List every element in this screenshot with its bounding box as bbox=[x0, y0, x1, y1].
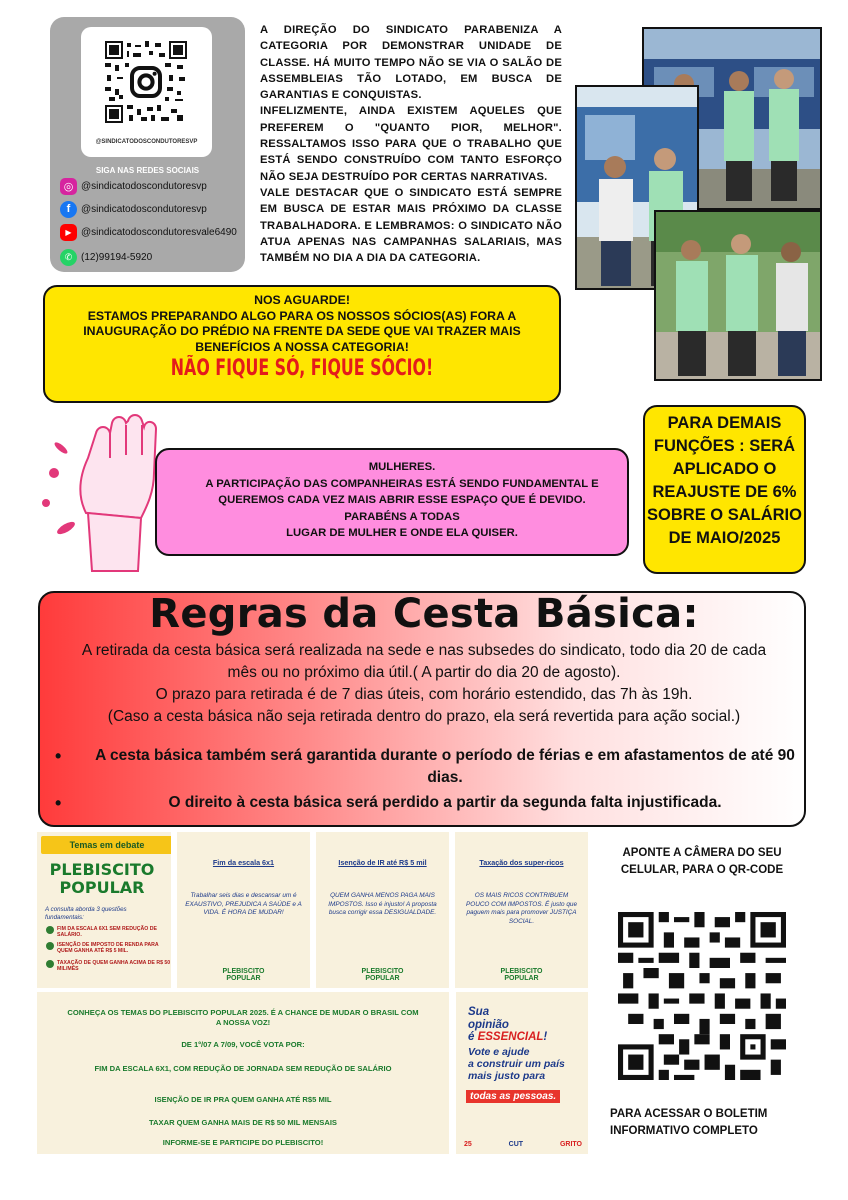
announcement-line-4: BENEFÍCIOS A NOSSA CATEGORIA! bbox=[195, 339, 409, 354]
whatsapp-link[interactable] bbox=[60, 248, 152, 266]
plebiscito-word-1: PLEBISCITO bbox=[49, 860, 155, 879]
mini-logo-line-2: POPULAR bbox=[226, 975, 261, 982]
rules-bullet-2: • O direito à cesta básica será perdido a partir da segunda falta injustificada. bbox=[50, 792, 800, 814]
mini-logo-line-1: PLEBISCITO bbox=[222, 968, 265, 975]
access-bulletin-text: PARA ACESSAR O BOLETIM INFORMATIVO COMPLETO bbox=[610, 1108, 768, 1137]
topic-head-super-rich: Taxação dos super-ricos bbox=[479, 858, 564, 867]
opinion-line-1: Sua bbox=[468, 1006, 490, 1018]
salary-adjustment-box bbox=[643, 405, 806, 574]
plebiscito-text-4: ISENÇÃO DE IR PRA QUEM GANHA ATÉ R$5 MIL bbox=[154, 1095, 332, 1104]
plebiscito-intro: A consulta aborda 3 questões fundamentais: bbox=[45, 906, 127, 921]
adjustment-line-5: SOBRE O SALÁRIO bbox=[647, 506, 802, 524]
adjustment-line-1: PARA DEMAIS bbox=[667, 414, 782, 432]
topic-card-ir bbox=[316, 832, 449, 988]
plebiscito-text-1: CONHEÇA OS TEMAS DO PLEBISCITO POPULAR 2025. É A CHANCE DE MUDAR O BRASIL COM A NOSSA VOZ! bbox=[67, 1008, 419, 1027]
topic-card-6x1 bbox=[177, 832, 310, 988]
instagram-icon: ◎ bbox=[60, 178, 77, 195]
topic-body-super-rich: OS MAIS RICOS CONTRIBUEM POUCO COM IMPOSTOS. É justo que paguem mais para promover JUSTIÇA SOCIAL. bbox=[465, 892, 578, 925]
adjustment-line-2: FUNÇÕES : SERÁ bbox=[653, 437, 796, 455]
opinion-line-5: a construir um país bbox=[468, 1058, 565, 1070]
mini-logo-line-2: POPULAR bbox=[365, 975, 400, 982]
youtube-link[interactable] bbox=[60, 223, 237, 241]
plebiscito-main-card bbox=[37, 832, 171, 988]
partner-logos bbox=[464, 1141, 582, 1148]
women-line-1: MULHERES. bbox=[368, 461, 436, 473]
logo-25: 25 bbox=[464, 1141, 472, 1148]
plebiscito-text-2: DE 1º/07 A 7/09, VOCÊ VOTA POR: bbox=[181, 1040, 305, 1049]
whatsapp-number: (12)99194-5920 bbox=[81, 251, 153, 263]
opinion-line-6: mais justo para bbox=[468, 1070, 546, 1082]
opinion-line-2: opinião bbox=[468, 1018, 509, 1031]
plebiscito-text-5: TAXAR QUEM GANHA MAIS DE R$ 50 MIL MENSAIS bbox=[148, 1118, 338, 1127]
intro-paragraph-1: A DIREÇÃO DO SINDICATO PARABENIZA A CATEGORIA POR DEMONSTRAR UNIDADE DE CLASSE. HÁ MUITO TEMPO NÃO SE VIA O SALÃO DE ASSEMBLEIAS TÃO LOTADO, EM BUSCA DE GARANTIAS E CONQUISTAS. bbox=[260, 24, 562, 102]
adjustment-line-4: REAJUSTE DE 6% bbox=[652, 483, 797, 501]
opinion-band: todas as pessoas. bbox=[466, 1090, 560, 1103]
topic-head-6x1: Fim da escala 6x1 bbox=[212, 858, 275, 867]
plebiscito-mini-logo bbox=[177, 968, 310, 982]
intro-paragraph-2: INFELIZMENTE, AINDA EXISTEM AQUELES QUE PREFEREM O "QUANTO PIOR, MELHOR". RESSALTAMOS ISSO PARA QUE O TRABALHO QUE ESTÁ SENDO CONSTRUÍDO COM TANTO ESFORÇO NÃO SEJA DESTRUÍDO POR CERTAS NARRATIVAS. bbox=[260, 105, 562, 183]
rules-bullet-1: • A cesta básica também será garantida durante o período de férias e em afastamentos de até 90 dias. bbox=[50, 745, 800, 789]
camera-instruction: APONTE A CÂMERA DO SEU CELULAR, PARA O QR-CODE bbox=[620, 847, 784, 876]
basket-rules-body bbox=[52, 640, 796, 728]
announcement-line-1: NOS AGUARDE! bbox=[254, 293, 350, 307]
mini-logo-line-1: PLEBISCITO bbox=[500, 968, 543, 975]
intro-text bbox=[260, 22, 562, 266]
logo-cut: CUT bbox=[508, 1141, 524, 1148]
photo-group-3 bbox=[654, 210, 822, 381]
women-line-2: A PARTICIPAÇÃO DAS COMPANHEIRAS ESTÁ SENDO FUNDAMENTAL E bbox=[205, 477, 599, 490]
women-line-3: QUEREMOS CADA VEZ MAIS ABRIR ESSE ESPAÇO QUE É DEVIDO. bbox=[218, 494, 586, 506]
mini-logo-line-1: PLEBISCITO bbox=[361, 968, 404, 975]
qr-handle-label: @SINDICATODOSCONDUTORESVP bbox=[95, 139, 198, 145]
basket-rules-bullets bbox=[50, 745, 800, 817]
plebiscito-word-2: POPULAR bbox=[59, 878, 145, 897]
women-message-box bbox=[155, 448, 629, 556]
basket-rules-box bbox=[38, 591, 806, 827]
plebiscito-tag: Temas em debate bbox=[41, 836, 171, 854]
whatsapp-icon: ✆ bbox=[60, 249, 77, 266]
topic-bullet-icon bbox=[46, 942, 54, 950]
facebook-icon: f bbox=[60, 201, 77, 218]
opinion-heading bbox=[468, 1006, 547, 1044]
opinion-line-3a: é bbox=[468, 1031, 478, 1043]
plebiscito-mini-logo bbox=[316, 968, 449, 982]
social-media-panel bbox=[50, 17, 245, 272]
members-announcement-box bbox=[43, 285, 561, 403]
topic-body-6x1: Trabalhar seis dias e descansar um é EXAUSTIVO, PREJUDICA A SAÚDE e A VIDA. É HORA DE MUDAR! bbox=[185, 892, 302, 917]
adjustment-line-6: DE MAIO/2025 bbox=[668, 529, 781, 547]
plebiscito-item-2: ISENÇÃO DE IMPOSTO DE RENDA PARA QUEM GANHA ATÉ R$ 5 MIL. bbox=[57, 942, 159, 955]
announcement-line-2: ESTAMOS PREPARANDO ALGO PARA OS NOSSOS SÓCIOS(AS) FORA A bbox=[87, 308, 517, 323]
social-title: SIGA NAS REDES SOCIAIS bbox=[95, 166, 200, 175]
membership-slogan: NÃO FIQUE SÓ, FIQUE SÓCIO! bbox=[170, 356, 434, 381]
bulletin-qr-code[interactable] bbox=[618, 912, 786, 1080]
facebook-handle: @sindicatodoscondutoresvp bbox=[81, 203, 207, 215]
adjustment-line-3: APLICADO O bbox=[672, 460, 777, 478]
youtube-handle: @sindicatodoscondutoresvale6490 bbox=[81, 226, 237, 238]
topic-bullet-icon bbox=[46, 960, 54, 968]
rules-line-4: (Caso a cesta básica não seja retirada dentro do prazo, ela será revertida para ação social.) bbox=[107, 708, 741, 725]
opinion-essential: ESSENCIAL bbox=[477, 1031, 544, 1043]
rules-line-2: mês ou no próximo dia útil.( A partir do dia 20 de agosto). bbox=[227, 664, 621, 681]
instagram-handle: @sindicatodoscondutoresvp bbox=[81, 180, 207, 192]
facebook-link[interactable] bbox=[60, 200, 207, 218]
topic-head-ir: Isenção de IR até R$ 5 mil bbox=[338, 858, 427, 867]
topic-body-ir: QUEM GANHA MENOS PAGA MAIS IMPOSTOS. Isso é injusto! A proposta busca corrigir essa DESIGUALDADE. bbox=[328, 892, 437, 917]
instagram-link[interactable] bbox=[60, 177, 207, 195]
announcement-line-3: INAUGURAÇÃO DO PRÉDIO NA FRENTE DA SEDE QUE VAI TRAZER MAIS bbox=[83, 324, 521, 338]
opinion-card bbox=[456, 992, 588, 1154]
women-line-5: LUGAR DE MULHER E ONDE ELA QUISER. bbox=[286, 527, 518, 539]
opinion-line-3 bbox=[468, 1031, 547, 1044]
plebiscito-item-1: FIM DA ESCALA 6X1 SEM REDUÇÃO DE SALÁRIO. bbox=[57, 926, 157, 939]
mini-logo-line-2: POPULAR bbox=[504, 975, 539, 982]
plebiscito-text-card bbox=[37, 992, 449, 1154]
instagram-qr-card bbox=[81, 27, 212, 157]
topic-card-super-rich bbox=[455, 832, 588, 988]
basket-rules-title: Regras da Cesta Básica: bbox=[149, 591, 699, 637]
women-line-4: PARABÉNS A TODAS bbox=[344, 510, 460, 523]
instagram-qr-code[interactable] bbox=[105, 41, 187, 123]
opinion-line-4: Vote e ajude bbox=[468, 1046, 530, 1058]
opinion-line-3c: ! bbox=[543, 1031, 548, 1043]
topic-bullet-icon bbox=[46, 926, 54, 934]
logo-grito: GRITO bbox=[559, 1141, 582, 1148]
plebiscito-text-3: FIM DA ESCALA 6X1, COM REDUÇÃO DE JORNADA SEM REDUÇÃO DE SALÁRIO bbox=[94, 1064, 392, 1073]
rules-line-3: O prazo para retirada é de 7 dias úteis, com horário estendido, das 7h às 19h. bbox=[155, 686, 693, 703]
plebiscito-item-3: TAXAÇÃO DE QUEM GANHA ACIMA DE R$ 50 MIL/MÊS bbox=[57, 960, 171, 973]
rules-line-1: A retirada da cesta básica será realizada na sede e nas subsedes do sindicato, todo dia 20 de cada bbox=[81, 642, 767, 659]
youtube-icon: ▶ bbox=[60, 224, 77, 241]
plebiscito-text-6: INFORME-SE E PARTICIPE DO PLEBISCITO! bbox=[162, 1138, 324, 1147]
opinion-vote-text bbox=[468, 1046, 565, 1082]
plebiscito-mini-logo bbox=[455, 968, 588, 982]
intro-paragraph-3: VALE DESTACAR QUE O SINDICATO ESTÁ SEMPRE EM BUSCA DE ESTAR MAIS PRÓXIMO DA CLASSE TRABALHADORA. E LEMBRAMOS: O SINDICATO NÃO ATUA APENAS NAS CAMPANHAS SALARIAIS, MAS TAMBÉM NO DIA A DIA DA CATEGORIA. bbox=[260, 186, 562, 265]
